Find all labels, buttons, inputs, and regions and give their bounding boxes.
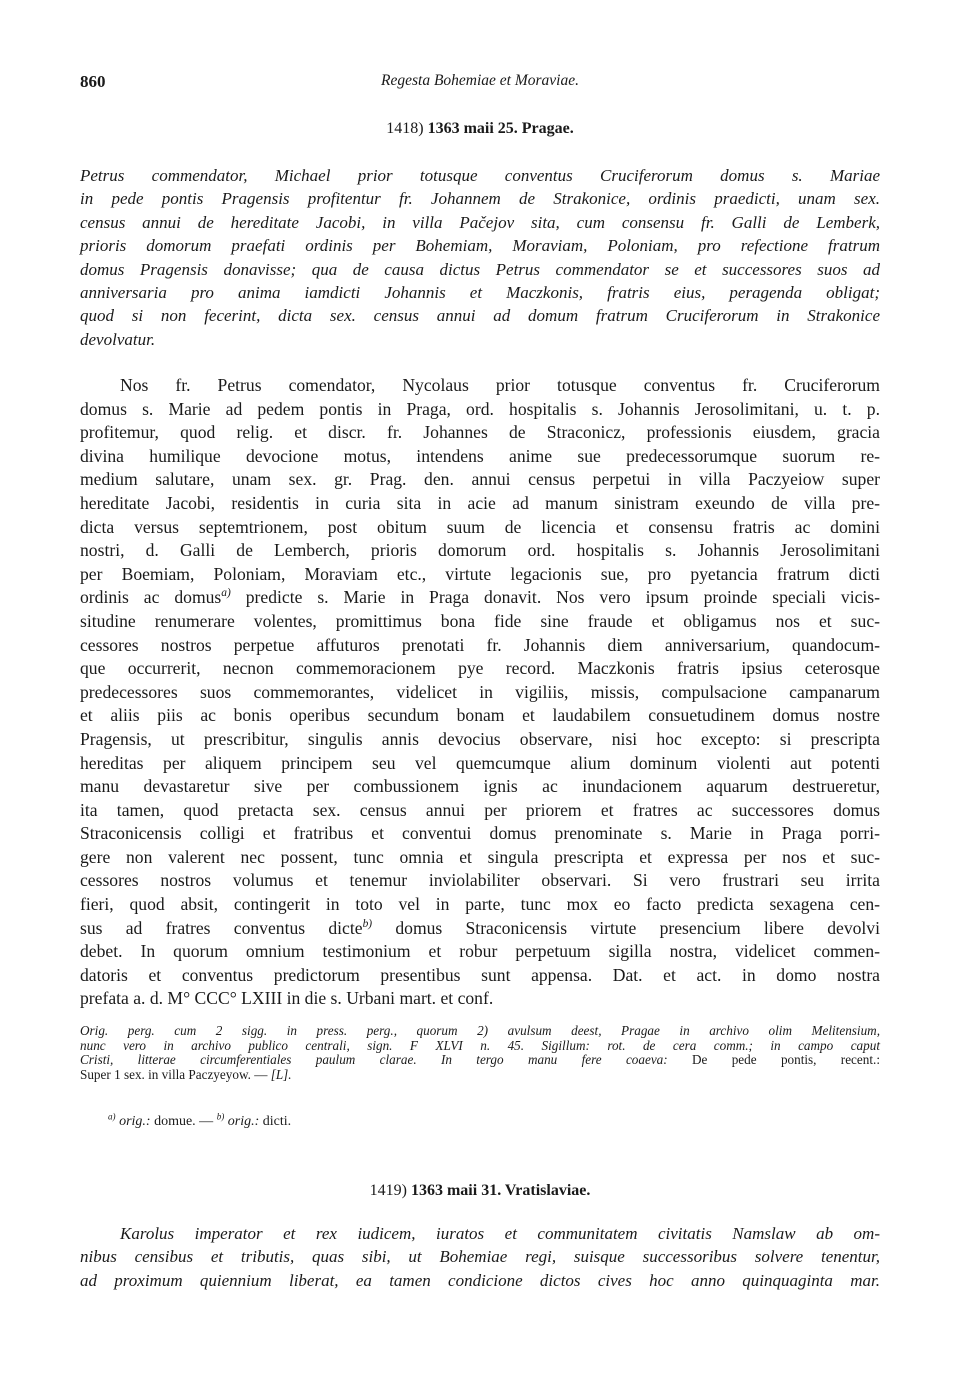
text-line: cessores nostros perpetue affuturos prenotati fr. Johannis diem anniversarium, quandocum- [80,634,880,655]
footnote-a-label: orig.: [115,1114,151,1129]
page-number: 860 [80,72,106,91]
text-line [80,586,880,610]
document-number: 1418) [386,120,424,137]
text-line: Straconicensis colligi et fratribus et conventui domus prenominate s. Marie in Praga porri- [80,823,880,844]
text-line: nostri, d. Galli de Lemberch, prioris domorum ord. hospitalis s. Johannis Jerosolimitani [80,540,880,561]
note-fragment: Super 1 sex. in villa Paczyeyow. — [80,1066,268,1082]
text-line [80,917,880,941]
text-line: domus s. Marie ad pedem pontis in Praga, ord. hospitalis s. Johannis Jerosolimitani, u. t. p. [80,398,880,419]
footnote-a-mark: a) [108,1111,116,1122]
regest-line: in pede pontis Pragensis profitentur fr. Johannem de Strakonice, ordinis praedicti, unam sex. [80,189,880,209]
footnote-b-mark: b) [216,1111,225,1122]
text-line: Pragensis, ut prescribitur, singulis annis devocius observare, nisi hoc excepto: si prescripta [80,728,880,749]
text-line: profitemur, quod relig. et discr. fr. Johannes de Straconicz, professionis eiusdem, gracia [80,422,880,443]
text-line: ita tamen, quod pretacta sex. census annui per priorem et fratres ac successores domus [80,799,880,820]
footnote-mark-b: b) [362,917,373,930]
regest-line: nibus censibus et tributis, quas sibi, ut Bohemiae regi, suisque successoribus solvere tenentur, [80,1247,880,1267]
regest-line: census annui de hereditate Jacobi, in villa Pačejov sita, cum consensu fr. Galli de Lemberk, [80,212,880,232]
footnote-b-label: orig.: [224,1114,260,1129]
note-line: nunc vero in archivo publico centrali, sign. F XLVI n. 45. Sigillum: rot. de cera comm.; in campo caput [80,1037,880,1053]
document-heading-1419 [80,1182,880,1200]
text-line: fieri, quod absit, contingerit in toto vel in parte, tunc mox eo facto predicta sexagena cen- [80,894,880,915]
document-number: 1419) [369,1182,407,1199]
text-line: cessores nostros volumus et tenemur inviolabiliter observari. Si vero frustrari seu irrita [80,870,880,891]
regest-line: Petrus commendator, Michael prior totusque conventus Cruciferorum domus s. Mariae [80,166,880,185]
document-date-place: 1363 maii 25. Pragae. [427,120,574,137]
text-line: et aliis piis ac bonis operibus secundum bonam et laudabilem consuetudinem domus nostre [80,705,880,726]
text-line: medium salutare, unam sex. gr. Prag. den. annui census perpetui in villa Paczyeiow super [80,469,880,490]
regest-1418 [80,164,880,351]
text-line: hereditate Jacobi, residentis in curia sita in acie ad manum sinistram exeundo de villa pre- [80,492,880,513]
footnote-a-text: domue. — [150,1114,217,1129]
text-line: hereditas per aliquem principem seu vel quemcumque alium dominum violenti aut potenti [80,752,880,773]
regest-line: ad proximum quiennium liberat, ea tamen condicione dictos cives hoc anno quinquaginta mar. [80,1270,880,1290]
text-line: debet. In quorum omnium testimonium et robur perpetuum sigilla nostra, videlicet commen- [80,941,880,962]
text-fragment: sus ad fratres conventus dicte [80,917,363,938]
footnote-b-text: dicti. [259,1114,292,1129]
text-line: datoris et conventus predictorum presentibus sunt appensa. Dat. et act. in domo nostra [80,964,880,985]
text-line: gere non valerent nec possent, tunc omnia et singula prescripta et expressa per nos et suc- [80,846,880,867]
note-fragment: De pede pontis, recent.: [667,1052,880,1068]
regest-line: devolvatur. [80,329,156,349]
running-title: Regesta Bohemiae et Moraviae. [381,72,579,89]
regest-1419 [80,1222,880,1292]
document-date-place: 1363 maii 31. Vratislaviae. [410,1182,591,1199]
note-line: Orig. perg. cum 2 sigg. in press. perg., quorum 2) avulsum deest, Pragae in archivo olim Melitensium, [80,1023,880,1038]
text-line: divina humilique devocione motus, intendens anime sue predecessorumque suorum re- [80,445,880,466]
note-fragment: Cristi, litterae circumferentiales paulum clarae. In tergo manu fere coaeva: [80,1052,668,1068]
text-fragment: ordinis ac domus [80,587,222,608]
text-line: que occurrerit, necnon commemoracionem pye record. Maczkonis fratris ipsius ceterosque [80,658,880,679]
note-fragment: [L]. [267,1066,292,1082]
regest-line: Karolus imperator et rex iudicem, iuratos et communitatem civitatis Namslaw ab om- [120,1224,880,1243]
text-line: situdine renumerare volentes, promittimus bona fide sine fraude et obligamus nos et suc- [80,610,880,631]
text-line: dicta versus septemtrionem, post obitum suum de licencia et consensu fratris ac domini [80,516,880,537]
note-line [80,1053,880,1068]
text-line: manu devastaretur sive per combussionem ignis ac inundacionem aquarum destrueretur, [80,776,880,797]
regest-line: quod si non fecerint, dicta sex. census annui ad domum fratrum Cruciferorum in Strakonice [80,306,880,326]
note-line [80,1068,880,1083]
text-line: prefata a. d. M° CCC° LXIII in die s. Urbani mart. et conf. [80,988,494,1009]
text-fragment: domus Straconicensis virtute presencium libere devolvi [372,917,880,938]
charter-text-1418 [80,374,880,1011]
page-header [80,72,880,98]
text-line: Nos fr. Petrus comendator, Nycolaus prior totusque conventus fr. Cruciferorum [120,375,880,395]
regest-line: domus Pragensis donavisse; qua de causa dictus Petrus commendator se et successores suos ad [80,259,880,279]
text-line: per Boemiam, Poloniam, Moraviam etc., virtute legacionis sue, pro pyetancia fratrum dicti [80,563,880,584]
source-note-1418 [80,1024,880,1082]
footnote-mark-a: a) [221,587,231,600]
text-line: predecessores suos commemorantes, videlicet in vigiliis, missis, compulsacione campanarum [80,681,880,702]
document-heading-1418 [80,120,880,138]
text-fragment: predicte s. Marie in Praga donavit. Nos vero ipsum proinde speciali vicis- [230,587,880,608]
regest-line: prioris domorum praefati ordinis per Bohemiam, Moraviam, Poloniam, pro refectione fratrum [80,236,880,256]
regest-line: anniversaria pro anima iamdicti Johannis et Maczkonis, fratris eius, peragenda obligat; [80,283,880,303]
footnotes-1418 [108,1111,808,1130]
